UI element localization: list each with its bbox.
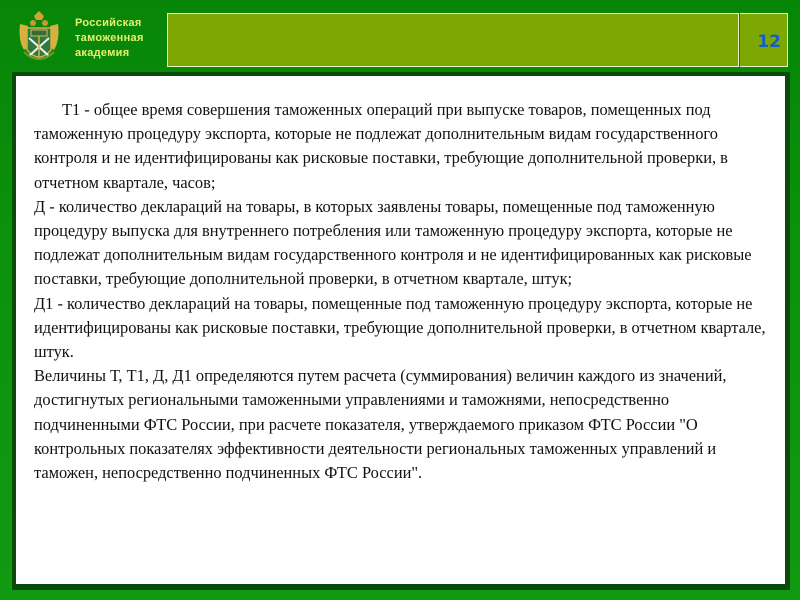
org-name-line: академия bbox=[75, 47, 130, 59]
page-number: 12 bbox=[757, 32, 781, 52]
paragraph-d: Д - количество деклараций на товары, в которых заявлены товары, помещенные под таможенную процедуру выпуска для внутреннего потребления или таможенную процедуру экспорта, которые не подлежат дополнительным видам государственного контроля и не идентифицированных как рисковые поставки, требующие дополнительной проверки, в отчетном квартале, штук; bbox=[34, 196, 752, 289]
content-panel bbox=[16, 76, 785, 584]
paragraph-t1: Т1 - общее время совершения таможенных операций при выпуске товаров, помещенных под таможенную процедуру экспорта, которые не подлежат дополнительным видам государственного контроля и не идентифицированы как рисковые поставки, требующие дополнительной проверки, в отчетном квартале, часов; bbox=[34, 100, 728, 192]
slide-title-bar bbox=[167, 13, 739, 67]
org-name-line: Российская bbox=[75, 17, 142, 29]
page-number-box bbox=[740, 13, 788, 67]
organization-name bbox=[75, 16, 144, 61]
paragraph-d1: Д1 - количество деклараций на товары, помещенные под таможенную процедуру экспорта, которые не идентифицированы как рисковые поставки, требующие дополнительной проверки, в отчетном квартале, штук. bbox=[34, 293, 766, 362]
paragraph-values: Величины Т, Т1, Д, Д1 определяются путем расчета (суммирования) величин каждого из значений, достигнутых региональными таможенными управлениями и таможнями, непосредственно подчиненными ФТС России, при расчете показателя, утверждаемого приказом ФТС России "О контрольных показателях эффективности деятельности региональных таможенных управлений и таможен, непосредственно подчиненных ФТС России". bbox=[34, 366, 727, 483]
org-name-line: таможенная bbox=[75, 32, 144, 44]
customs-emblem-icon bbox=[16, 10, 62, 66]
